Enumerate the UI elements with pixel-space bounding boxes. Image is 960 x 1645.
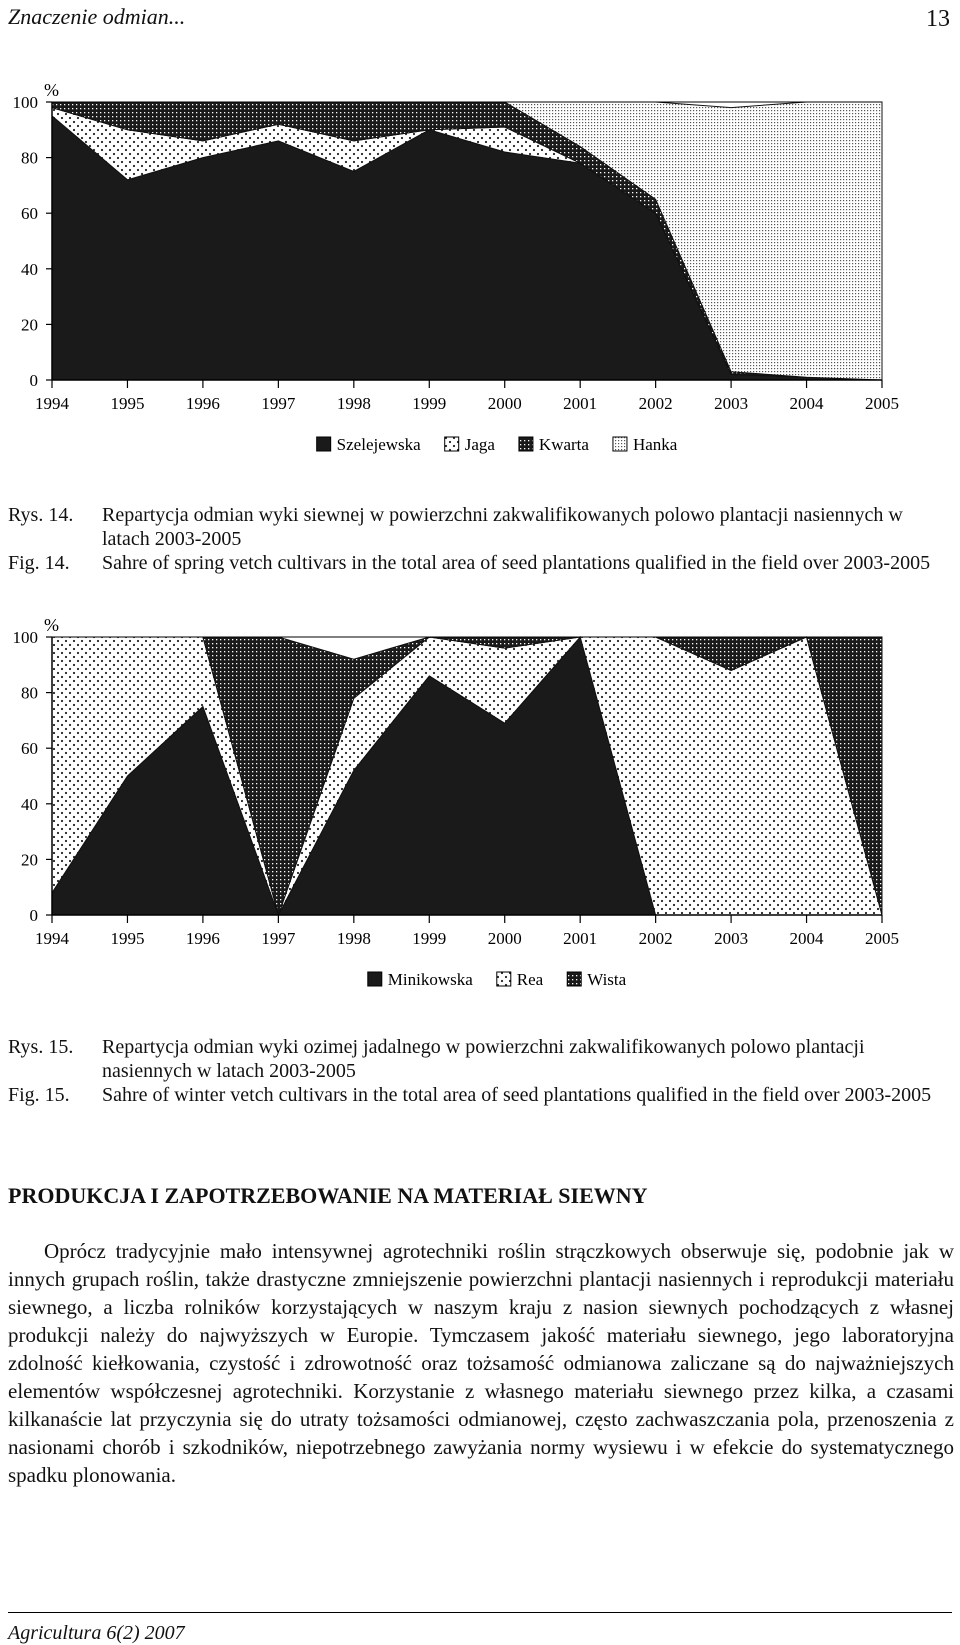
x-tick-label: 2003 [714,929,749,948]
caption-label-pl: Rys. 14. [8,504,74,526]
x-tick-label: 1998 [336,929,371,948]
x-tick-label: 1997 [261,929,296,948]
caption-text-en: Sahre of spring vetch cultivars in the total area of seed plantations qualified in the field over 2003-2005 [102,552,931,574]
x-tick-label: 1999 [412,929,447,948]
legend-label-szelejewska: Szelejewska [336,435,421,454]
legend-label-jaga: Jaga [464,435,495,454]
caption-label-pl: Rys. 15. [8,1036,74,1058]
x-tick-label: 2000 [487,929,522,948]
x-tick-label: 2003 [714,394,749,413]
caption-label-en: Fig. 14. [8,552,70,574]
y-tick-label: 100 [12,628,38,647]
legend-label-kwarta: Kwarta [538,435,589,454]
legend-swatch-hanka [613,437,627,451]
x-tick-label: 2002 [638,394,673,413]
legend-label-rea: Rea [516,970,544,989]
x-tick-label: 1995 [110,394,145,413]
legend-swatch-szelejewska [317,437,331,451]
x-tick-label: 1994 [35,929,69,948]
caption-text-pl: Repartycja odmian wyki siewnej w powierzchni zakwalifikowanych polowo plantacji nasiennych w latach 2003-2005 [102,504,903,550]
footer-divider [8,1612,952,1613]
legend-swatch-wista [567,972,581,986]
legend-swatch-kwarta [519,437,533,451]
legend-label-hanka: Hanka [632,435,678,454]
caption-label-en: Fig. 15. [8,1084,70,1106]
x-tick-label: 1998 [336,394,371,413]
x-tick-label: 1995 [110,929,145,948]
y-tick-label: 20 [21,315,38,335]
x-tick-label: 2002 [638,929,673,948]
legend-label-wista: Wista [587,970,627,989]
page-header [8,4,950,34]
y-axis-label: % [44,80,59,100]
y-tick-label: 100 [12,93,38,112]
legend-swatch-rea [497,972,511,986]
page-number: 13 [926,6,950,32]
legend-swatch-jaga [445,437,459,451]
y-tick-label: 80 [21,148,38,168]
legend-label-minikowska: Minikowska [387,970,473,989]
y-tick-label: 20 [21,850,38,870]
y-axis-label: % [44,615,59,635]
y-tick-label: 40 [21,794,38,814]
section-title: PRODUKCJA I ZAPOTRZEBOWANIE NA MATERIAŁ SIEWNY [8,1183,648,1208]
x-tick-label: 2001 [563,929,598,948]
y-tick-label: 40 [21,259,38,279]
x-tick-label: 2004 [789,394,824,413]
caption-text-pl: Repartycja odmian wyki ozimej jadalnego w powierzchni zakwalifikowanych polowo plantacji nasiennych w latach 2003-2005 [102,1036,865,1082]
y-tick-label: 60 [21,739,38,759]
y-tick-label: 0 [29,371,38,390]
y-tick-label: 60 [21,204,38,224]
x-tick-label: 2005 [865,929,899,948]
figure-14-caption [8,503,950,575]
figure-14-chart [0,80,960,500]
x-tick-label: 1994 [35,394,69,413]
x-tick-label: 1999 [412,394,447,413]
figure-15-svg [0,615,960,1025]
journal-footer: Agricultura 6(2) 2007 [8,1622,185,1644]
legend-swatch-minikowska [368,972,382,986]
x-tick-label: 2000 [487,394,522,413]
caption-text-en: Sahre of winter vetch cultivars in the total area of seed plantations qualified in the field over 2003-2005 [102,1084,932,1106]
body-paragraph: Oprócz tradycyjnie mało intensywnej agrotechniki roślin strączkowych obserwuje się, podobnie jak w innych grupach roślin, także drastyczne zmniejszenie powierzchni plantacji nasiennych i reprodukcji materiału siewnego, a liczba rolników korzystających w naszym kraju z nasion siewnych pochodzących z własnej produkcji należy do najwyższych w Europie. Tymczasem jakość materiału siewnego, jego laboratoryjna zdolność kiełkowania, czystość i zdrowotność oraz tożsamość odmianowa zaliczane są do najważniejszych elementów współczesnej agrotechniki. Korzystanie z własnego materiału siewnego przez kilka, a czasami kilkanaście lat przyczynia się do utraty tożsamości odmianowej, często zachwaszczania pola, przenoszenia z nasionami chorób i szkodników, niepotrzebnego zawyżania normy wysiewu i w efekcie do systematycznego spadku plonowania. [8,1239,954,1487]
x-tick-label: 2005 [865,394,899,413]
x-tick-label: 2001 [563,394,598,413]
y-tick-label: 0 [29,906,38,925]
running-title: Znaczenie odmian... [8,4,186,29]
figure-15-chart [0,615,960,1025]
figure-14-svg [0,80,960,500]
x-tick-label: 2004 [789,929,824,948]
y-tick-label: 80 [21,683,38,703]
figure-15-caption [8,1035,950,1107]
x-tick-label: 1997 [261,394,296,413]
x-tick-label: 1996 [185,394,220,413]
x-tick-label: 1996 [185,929,220,948]
